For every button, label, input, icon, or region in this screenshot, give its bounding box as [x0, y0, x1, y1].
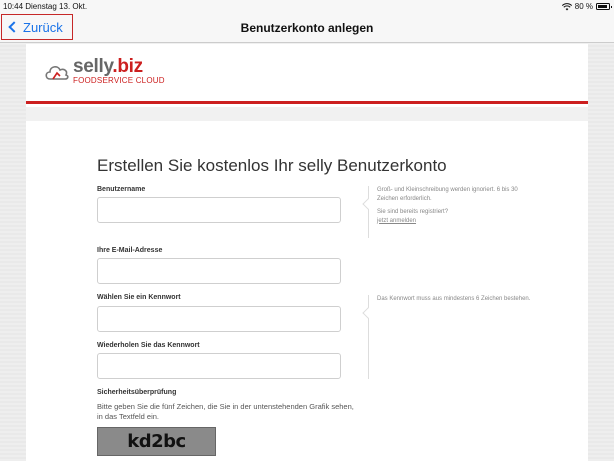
- hint-pointer: [362, 198, 373, 209]
- battery-percent: 80 %: [574, 2, 593, 11]
- content-panel: [26, 44, 588, 461]
- header-divider-strip: [26, 107, 588, 121]
- hint-pointer: [362, 307, 373, 318]
- password-label: Wählen Sie ein Kennwort: [97, 294, 181, 301]
- email-input[interactable]: [97, 258, 341, 284]
- logo-name: selly.biz: [73, 56, 143, 77]
- captcha-image: kd2bc: [97, 427, 216, 456]
- cloud-logo-icon: [44, 62, 70, 82]
- navigation-bar: [0, 13, 614, 43]
- logo-tagline: FOODSERVICE CLOUD: [73, 76, 165, 85]
- password-rule-text: Das Kennwort muss aus mindestens 6 Zeichen bestehen.: [377, 296, 531, 302]
- email-label: Ihre E-Mail-Adresse: [97, 247, 163, 254]
- username-label: Benutzername: [97, 186, 146, 193]
- password-repeat-label: Wiederholen Sie das Kennwort: [97, 342, 200, 349]
- site-header: [26, 44, 588, 104]
- username-input[interactable]: [97, 197, 341, 223]
- already-registered-text: Sie sind bereits registriert?: [377, 209, 449, 215]
- selly-logo[interactable]: [44, 58, 165, 85]
- status-bar: [0, 0, 614, 13]
- password-input[interactable]: [97, 306, 341, 332]
- password-hint: [368, 295, 538, 379]
- status-time-date: 10:44 Dienstag 13. Okt.: [3, 2, 88, 11]
- back-button-label: Zurück: [23, 19, 63, 35]
- username-rule-text: Groß- und Kleinschreibung werden ignoriert. 6 bis 30 Zeichen erforderlich.: [377, 187, 518, 202]
- status-right: [562, 2, 610, 11]
- password-repeat-input[interactable]: [97, 353, 341, 379]
- wifi-icon: [562, 3, 572, 11]
- login-link[interactable]: jetzt anmelden: [377, 217, 417, 224]
- security-check-title: Sicherheitsüberprüfung: [97, 389, 177, 396]
- page-title: Benutzerkonto anlegen: [240, 21, 374, 35]
- battery-icon: [596, 3, 610, 10]
- form-title: Erstellen Sie kostenlos Ihr selly Benutzerkonto: [97, 156, 447, 175]
- username-hint: [368, 186, 538, 238]
- security-check-instruction: Bitte geben Sie die fünf Zeichen, die Sie in der untenstehenden Grafik sehen, in das Textfeld ein.: [97, 402, 354, 421]
